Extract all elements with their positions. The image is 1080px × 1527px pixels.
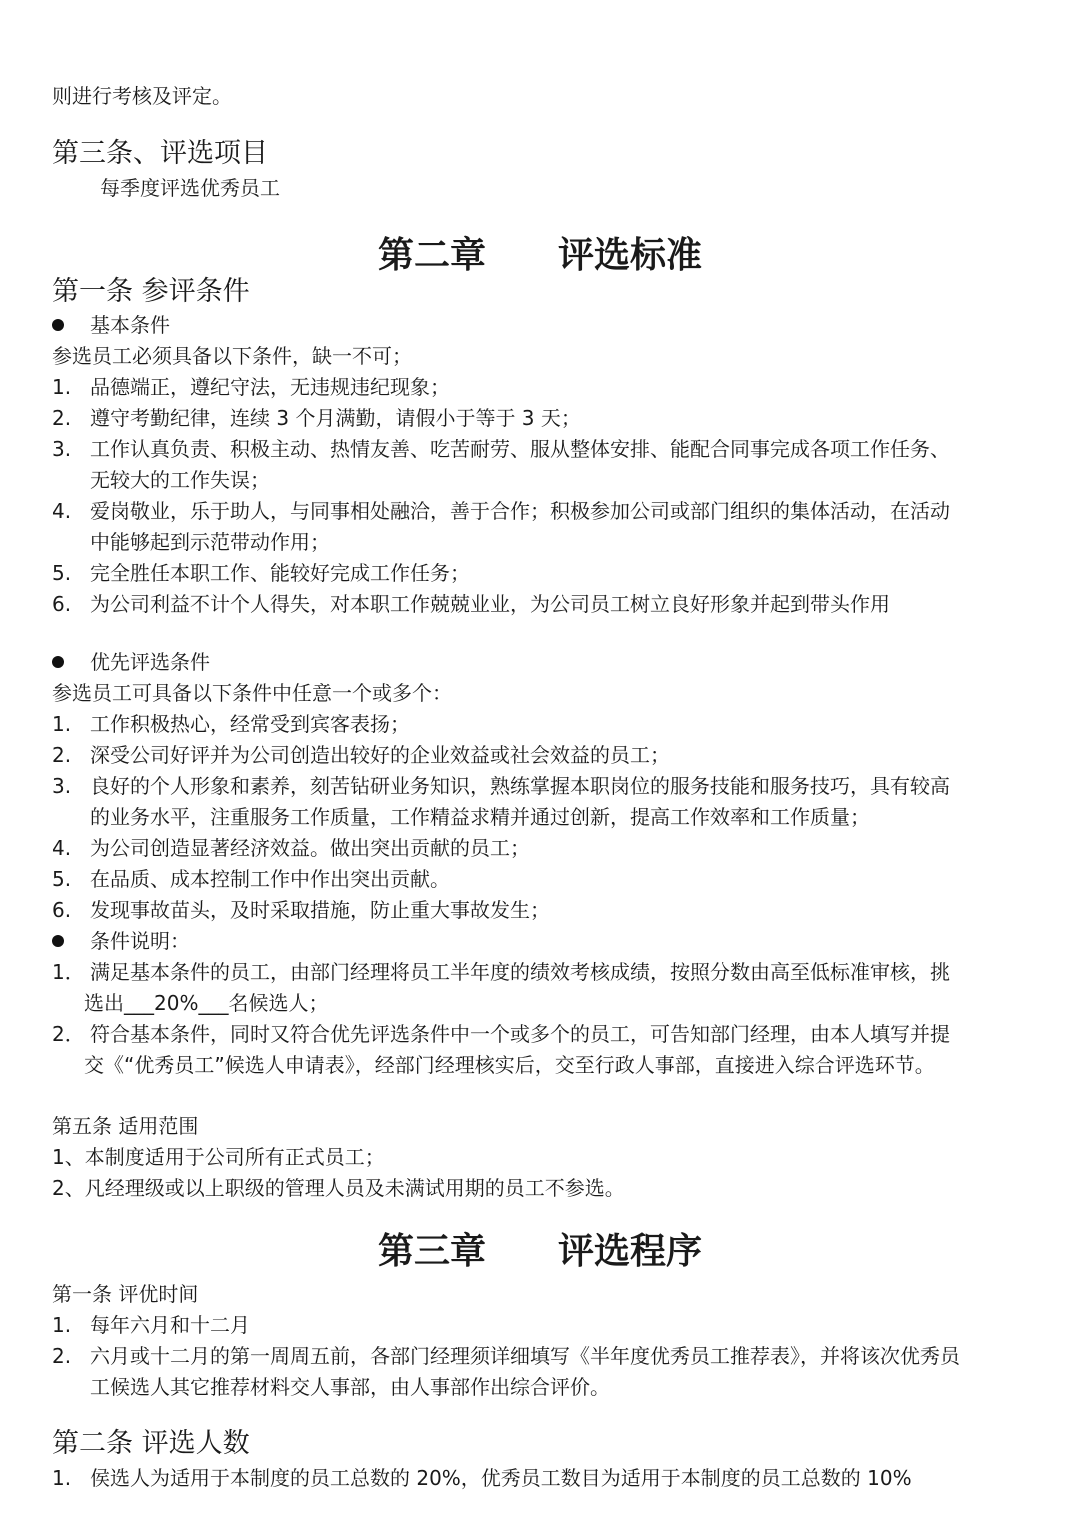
article3-heading: 第三条、评选项目 [52,138,268,169]
chapter2-title: 第二章 评选标准 [377,234,702,276]
priority-item-5-line-1: 在品质、成本控制工作中作出突出贡献。 [90,867,450,891]
bullet-icon [52,319,64,331]
ch3-a1-item-1-num: 1. [52,1313,72,1337]
notes-label: 条件说明： [90,929,190,953]
priority-item-4-num: 4. [52,836,72,860]
basic-item-6-num: 6. [52,592,72,616]
ch3-a1-item-2-num: 2. [52,1344,72,1368]
ch3-a1-item-2-line-1: 六月或十二月的第一周周五前，各部门经理须详细填写《半年度优秀员工推荐表》，并将该次优秀员 [90,1344,960,1368]
notes-item-2-num: 2． [52,1022,85,1046]
priority-item-4-line-1: 为公司创造显著经济效益。做出突出贡献的员工； [90,836,530,860]
priority-item-6-num: 6. [52,898,72,922]
basic-item-2-num: 2. [52,406,72,430]
priority-item-3-num: 3. [52,774,72,798]
basic-item-3-line-1: 工作认真负责、积极主动、热情友善、吃苦耐劳、服从整体安排、能配合同事完成各项工作任务、 [90,437,950,461]
notes-item-2-line-2: 交《“优秀员工”候选人申请表》，经部门经理核实后，交至行政人事部，直接进入综合评选环节。 [84,1053,935,1077]
basic-item-6-line-1: 为公司利益不计个人得失，对本职工作兢兢业业，为公司员工树立良好形象并起到带头作用 [90,592,890,616]
priority-item-2-num: 2. [52,743,72,767]
priority-intro: 参选员工可具备以下条件中任意一个或多个： [52,681,452,705]
notes-item-1-line-2: 选出___20%___名候选人； [84,991,329,1015]
priority-item-5-num: 5. [52,867,72,891]
basic-item-3-line-2: 无较大的工作失误； [90,468,270,492]
basic-item-4-num: 4. [52,499,72,523]
basic-item-5-num: 5. [52,561,72,585]
basic-item-1-line-1: 品德端正，遵纪守法，无违规违纪现象； [90,375,450,399]
chapter3-article2-heading: 第二条 评选人数 [52,1428,250,1459]
priority-item-3-line-2: 的业务水平，注重服务工作质量，工作精益求精并通过创新，提高工作效率和工作质量； [90,805,870,829]
priority-item-1-num: 1. [52,712,72,736]
article5-item-1: 1、本制度适用于公司所有正式员工； [52,1145,385,1169]
priority-item-1-line-1: 工作积极热心，经常受到宾客表扬； [90,712,410,736]
basic-item-4-line-1: 爱岗敬业，乐于助人，与同事相处融洽，善于合作；积极参加公司或部门组织的集体活动，在活动 [90,499,950,523]
priority-item-2-line-1: 深受公司好评并为公司创造出较好的企业效益或社会效益的员工； [90,743,670,767]
ch3-a2-item-1-num: 1. [52,1466,72,1490]
basic-item-3-num: 3. [52,437,72,461]
chapter3-article1-heading: 第一条 评优时间 [52,1282,199,1306]
basic-item-5-line-1: 完全胜任本职工作、能较好完成工作任务； [90,561,470,585]
article3-text: 每季度评选优秀员工 [100,176,280,200]
priority-item-6-line-1: 发现事故苗头，及时采取措施，防止重大事故发生； [90,898,550,922]
ch3-a1-item-1-line-1: 每年六月和十二月 [90,1313,250,1337]
basic-item-4-line-2: 中能够起到示范带动作用； [90,530,330,554]
priority-label: 优先评选条件 [90,650,210,674]
notes-item-1-num: 1． [52,960,85,984]
basic-intro: 参选员工必须具备以下条件，缺一不可； [52,344,412,368]
article5-item-2: 2、凡经理级或以上职级的管理人员及未满试用期的员工不参选。 [52,1176,625,1200]
article5-heading: 第五条 适用范围 [52,1114,199,1138]
notes-item-1-line-1: 满足基本条件的员工，由部门经理将员工半年度的绩效考核成绩，按照分数由高至低标准审核，挑 [90,960,950,984]
chapter2-article1-heading: 第一条 参评条件 [52,276,250,307]
basic-item-2-line-1: 遵守考勤纪律，连续 3 个月满勤，请假小于等于 3 天； [90,406,581,430]
bullet-icon [52,656,64,668]
bullet-icon [52,935,64,947]
notes-item-2-line-1: 符合基本条件，同时又符合优先评选条件中一个或多个的员工，可告知部门经理，由本人填写并提 [90,1022,950,1046]
basic-item-1-num: 1. [52,375,72,399]
priority-item-3-line-1: 良好的个人形象和素养，刻苦钻研业务知识，熟练掌握本职岗位的服务技能和服务技巧，具有较高 [90,774,950,798]
basic-label: 基本条件 [90,313,170,337]
ch3-a2-item-1-line-1: 侯选人为适用于本制度的员工总数的 20%，优秀员工数目为适用于本制度的员工总数的 10% [90,1466,912,1490]
intro-line: 则进行考核及评定。 [52,84,232,108]
ch3-a1-item-2-line-2: 工候选人其它推荐材料交人事部，由人事部作出综合评价。 [90,1375,610,1399]
chapter3-title: 第三章 评选程序 [377,1230,702,1272]
